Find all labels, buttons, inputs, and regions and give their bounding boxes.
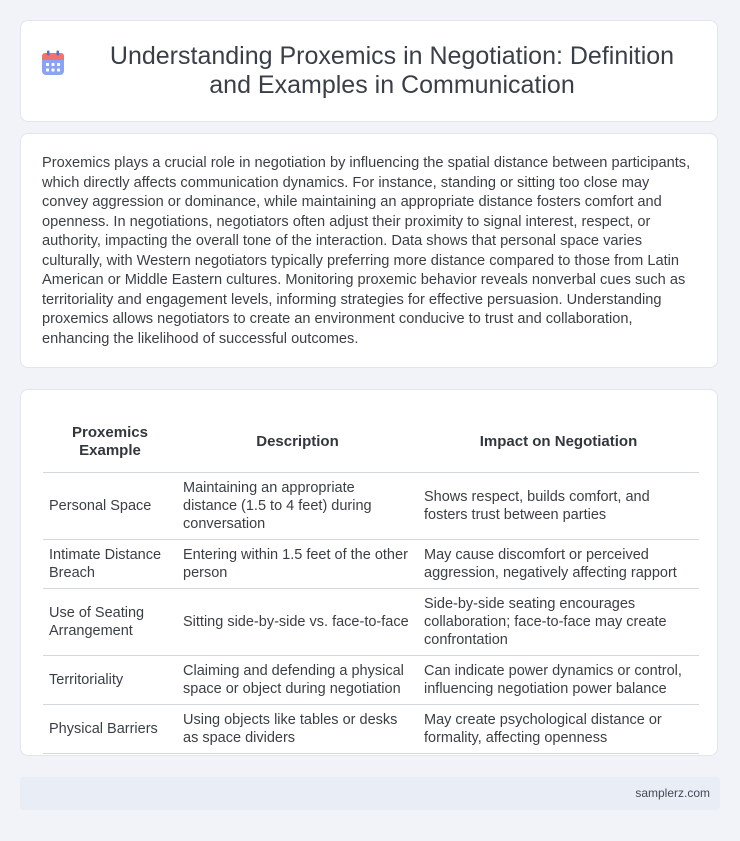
page-title: Understanding Proxemics in Negotiation: Definition and Examples in Communication (109, 42, 675, 99)
table-row (43, 656, 699, 705)
cell-example: Intimate Distance Breach (43, 540, 177, 589)
title-wrap (21, 42, 717, 100)
table-card (20, 389, 718, 756)
column-header-example: Proxemics Example (43, 411, 177, 473)
table-row (43, 589, 699, 656)
cell-example: Use of Seating Arrangement (43, 589, 177, 656)
column-header-description: Description (177, 411, 418, 473)
table-header-row (43, 411, 699, 473)
table-row (43, 473, 699, 540)
cell-impact: May create psychological distance or formality, affecting openness (418, 705, 699, 754)
cell-description: Claiming and defending a physical space or object during negotiation (177, 656, 418, 705)
cell-example: Personal Space (43, 473, 177, 540)
proxemics-table (43, 411, 699, 754)
cell-description: Maintaining an appropriate distance (1.5 to 4 feet) during conversation (177, 473, 418, 540)
cell-impact: Shows respect, builds comfort, and fosters trust between parties (418, 473, 699, 540)
cell-impact: Side-by-side seating encourages collaboration; face-to-face may create confrontation (418, 589, 699, 656)
table-row (43, 705, 699, 754)
title-card (20, 20, 718, 122)
cell-description: Using objects like tables or desks as space dividers (177, 705, 418, 754)
cell-example: Territoriality (43, 656, 177, 705)
column-header-impact: Impact on Negotiation (418, 411, 699, 473)
cell-example: Physical Barriers (43, 705, 177, 754)
footer-site-link[interactable]: samplerz.com (635, 786, 710, 800)
cell-impact: Can indicate power dynamics or control, influencing negotiation power balance (418, 656, 699, 705)
intro-card (20, 133, 718, 368)
intro-paragraph: Proxemics plays a crucial role in negotiation by influencing the spatial distance between participants, which directly affects communication dynamics. For instance, standing or sitting too close may convey aggression or dominance, while maintaining an appropriate distance fosters comfort and openness. In negotiations, negotiators often adjust their proximity to signal interest, respect, or authority, impacting the overall tone of the interaction. Data shows that personal space varies culturally, with Western negotiators typically preferring more distance compared to those from Latin American or Middle Eastern cultures. Monitoring proxemic behavior reveals nonverbal cues such as territoriality and engagement levels, informing strategies for effective persuasion. Understanding proxemics allows negotiators to create an environment conducive to trust and collaboration, enhancing the likelihood of successful outcomes. (42, 155, 691, 347)
calendar-icon (41, 50, 65, 81)
cell-description: Sitting side-by-side vs. face-to-face (177, 589, 418, 656)
cell-description: Entering within 1.5 feet of the other person (177, 540, 418, 589)
footer-bar (20, 777, 720, 810)
table-row (43, 540, 699, 589)
cell-impact: May cause discomfort or perceived aggression, negatively affecting rapport (418, 540, 699, 589)
